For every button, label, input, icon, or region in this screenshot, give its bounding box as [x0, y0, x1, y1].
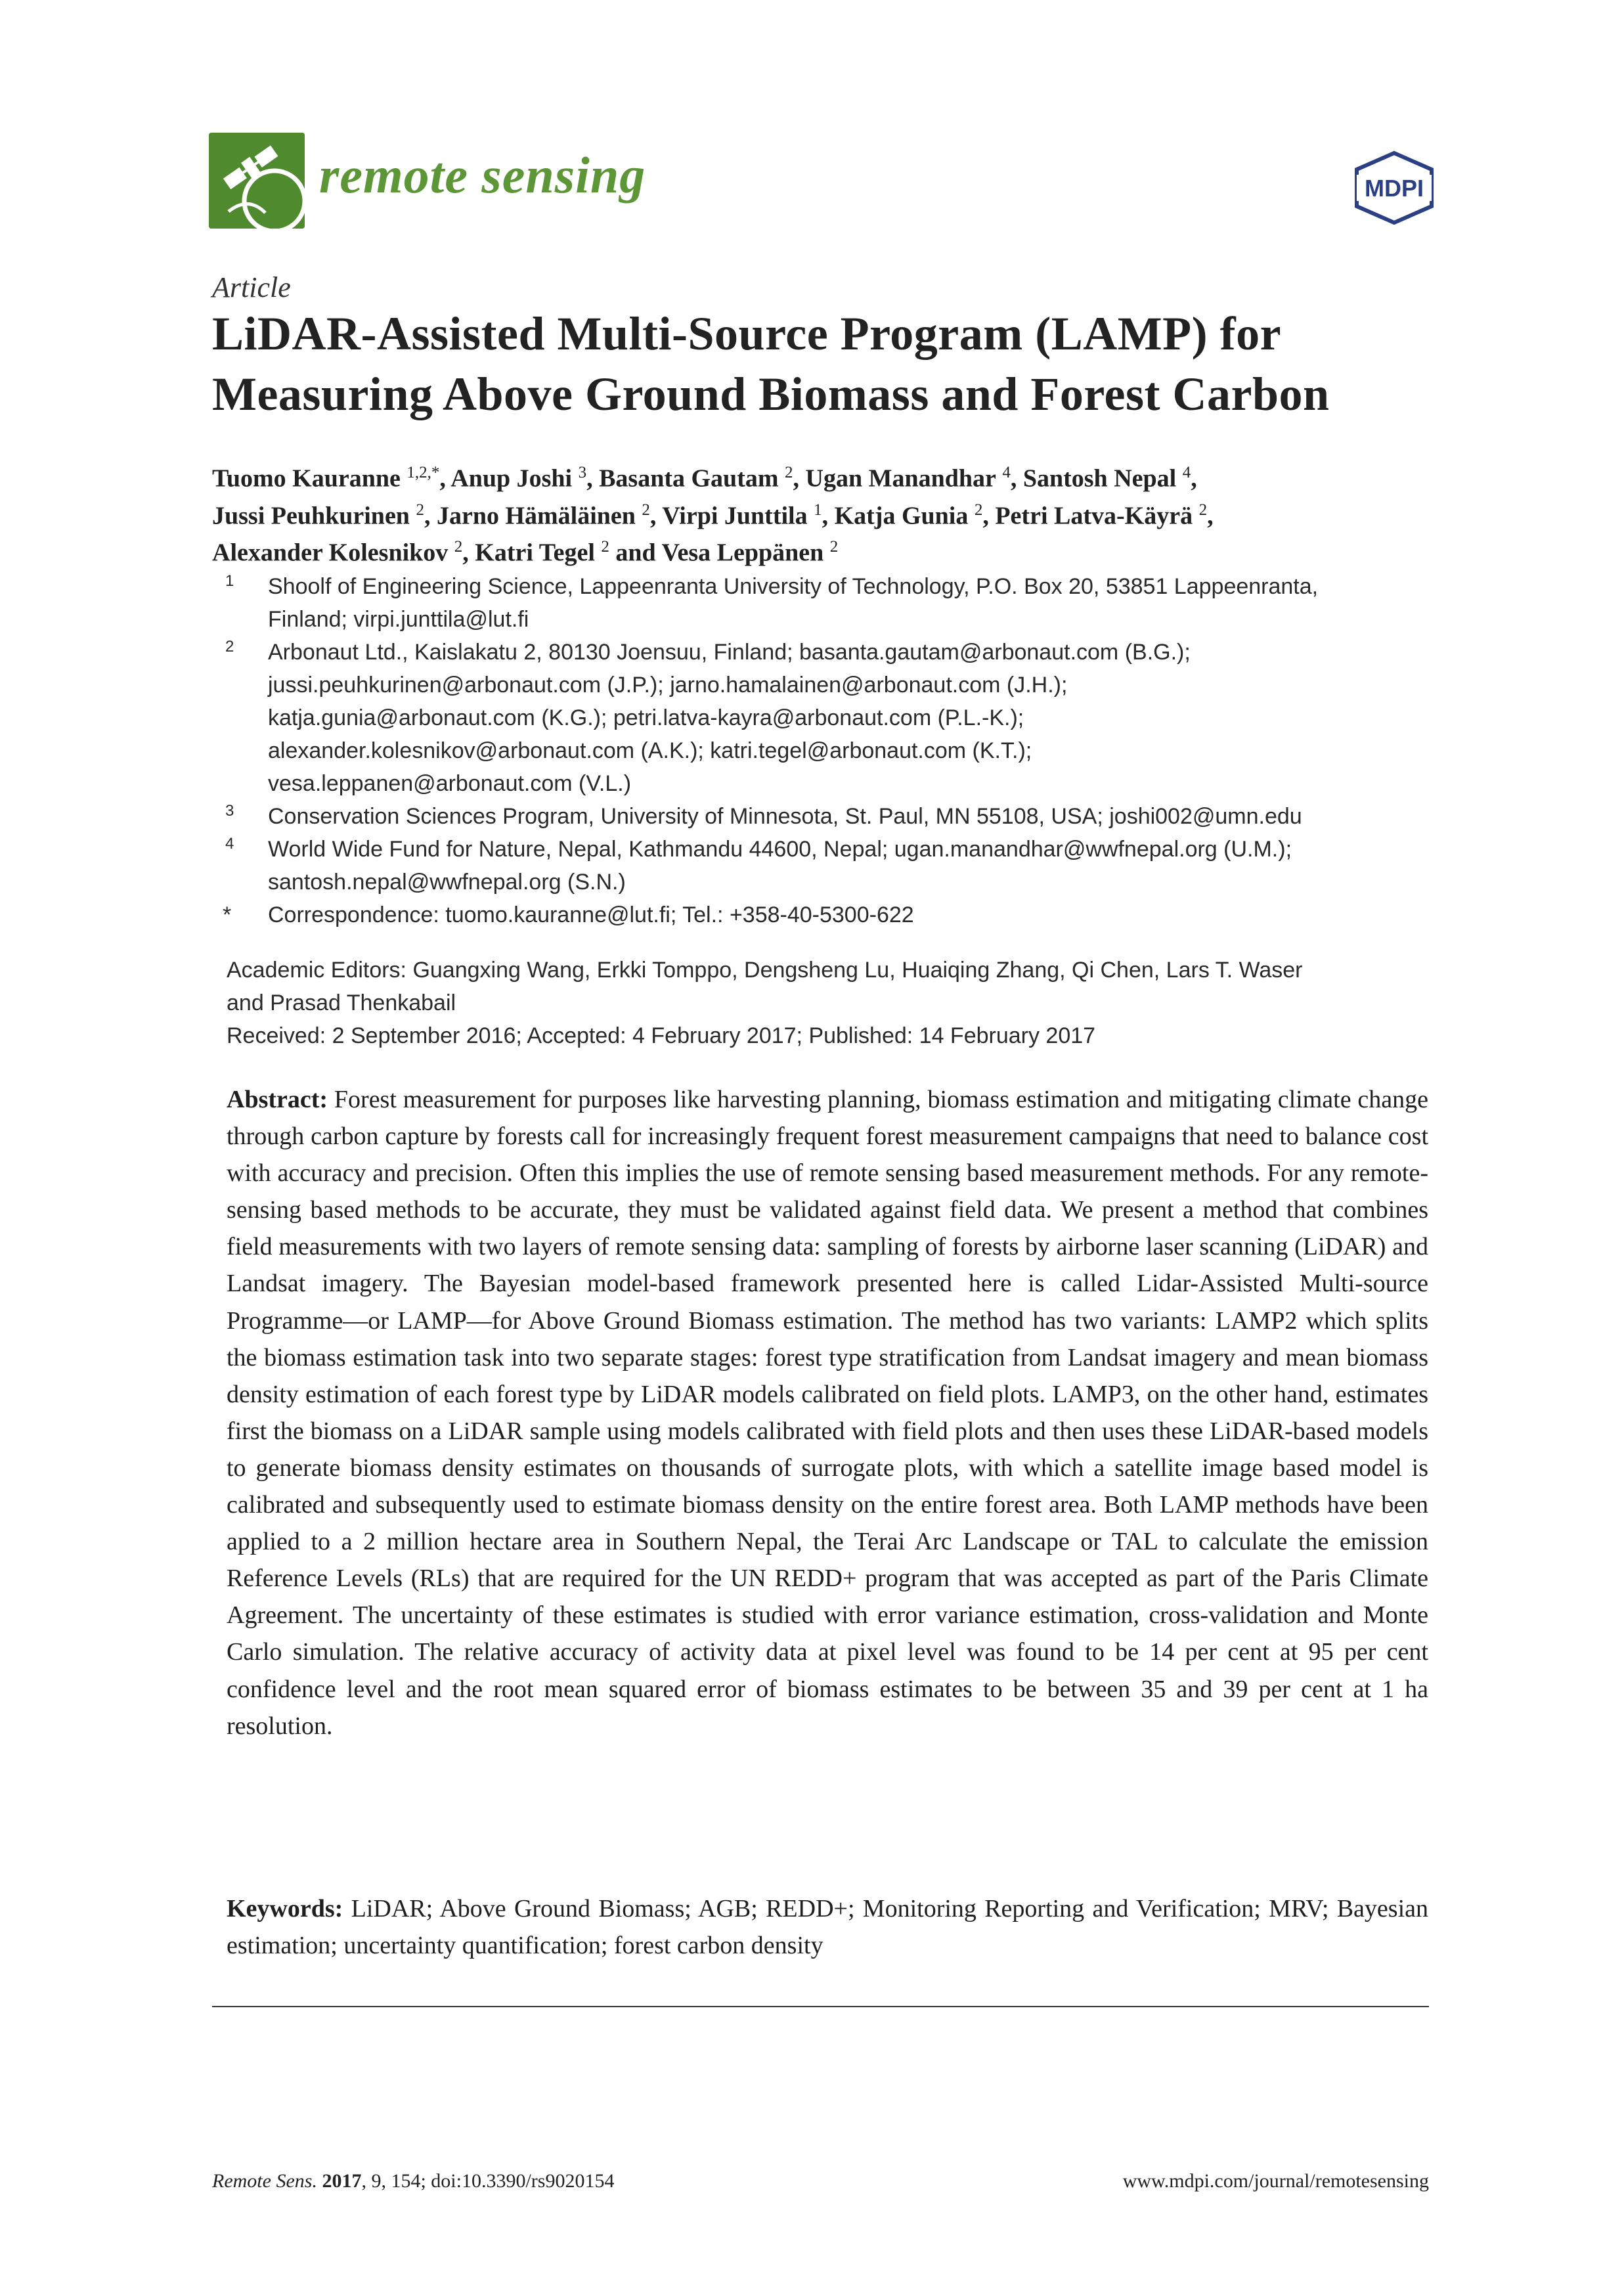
- keywords-label: Keywords:: [227, 1895, 343, 1922]
- title-line: Measuring Above Ground Biomass and Forest Carbon: [212, 368, 1330, 420]
- author: Jarno Hämäläinen: [436, 502, 636, 530]
- journal-logo: [209, 133, 305, 229]
- mdpi-logo-text: MDPI: [1365, 175, 1424, 202]
- author: Katja Gunia: [834, 502, 969, 530]
- affiliation-marker: 4: [1182, 464, 1191, 481]
- academic-editors: Academic Editors: Guangxing Wang, Erkki Tomppo, Dengsheng Lu, Huaiqing Zhang, Qi Chen, Lars T. Waser: [227, 958, 1303, 983]
- title-line: LiDAR-Assisted Multi-Source Program (LAMP) for: [212, 307, 1282, 360]
- year: 2017: [322, 2170, 362, 2192]
- author-line: Alexander Kolesnikov $^2$, Katri Tegel $^2$ and Vesa Leppänen $^2$: [212, 538, 839, 567]
- author: Ugan Manandhar: [805, 464, 996, 493]
- abstract-label: Abstract:: [227, 1086, 328, 1113]
- author-line: Tuomo Kauranne $^{1,2,*}$, Anup Joshi $^3$, Basanta Gautam $^2$, Ugan Manandhar $^4$, Santosh Nepal $^4$,: [212, 464, 1197, 493]
- author: Katri Tegel: [475, 539, 595, 567]
- editorial-info: [227, 954, 1428, 1052]
- author-connector: and: [615, 539, 656, 567]
- affiliation-marker: 2: [829, 538, 839, 556]
- author: Anup Joshi: [450, 464, 573, 493]
- affiliation-item: 3 Conservation Sciences Program, University of Minnesota, St. Paul, MN 55108, USA; joshi002@umn.edu: [212, 800, 1434, 833]
- affiliation-marker: 2: [974, 500, 983, 519]
- affiliations: [212, 570, 1434, 931]
- correspondence: * Correspondence: tuomo.kauranne@lut.fi; Tel.: +358-40-5300-622: [212, 899, 1434, 931]
- citation-rest: , 9, 154; doi:10.3390/rs9020154: [361, 2170, 615, 2192]
- affiliation-marker: 2: [454, 538, 463, 556]
- article-type: Article: [212, 271, 291, 303]
- author: Virpi Junttila: [662, 502, 808, 530]
- author: Petri Latva-Käyrä: [995, 502, 1193, 530]
- journal-name: remote sensing: [319, 146, 646, 204]
- author-list: [212, 457, 1447, 569]
- journal-url[interactable]: www.mdpi.com/journal/remotesensing: [1122, 2170, 1429, 2192]
- citation-footer: [212, 2170, 614, 2192]
- author: Santosh Nepal: [1022, 464, 1177, 493]
- divider: [212, 2006, 1429, 2007]
- affiliation-number: 2: [225, 638, 234, 656]
- affiliation-item: 4 World Wide Fund for Nature, Nepal, Kathmandu 44600, Nepal; ugan.manandhar@wwfnepal.org (U.M.); santosh.nepal@wwfnepal.org (S.N.): [212, 833, 1434, 899]
- keywords: [227, 1890, 1428, 1964]
- author: Tuomo Kauranne: [212, 464, 401, 493]
- correspondence-marker: *: [223, 902, 232, 927]
- affiliation-marker: 1,2,*: [406, 464, 440, 481]
- journal-abbr: Remote Sens.: [212, 2170, 317, 2192]
- affiliation-number: 1: [225, 572, 234, 590]
- affiliation-number: 4: [225, 835, 234, 853]
- affiliation-marker: 1: [814, 500, 822, 519]
- affiliation-item: 2 Arbonaut Ltd., Kaislakatu 2, 80130 Joensuu, Finland; basanta.gautam@arbonaut.com (B.G.); jussi.peuhkurinen@arbonaut.com (J.P.); jarno.hamalainen@arbonaut.com (J.H.); katja.gunia@arbonaut.com (K.G.); petri.latva-kayra@arbonaut.com (P.L.-K.); alexander.kolesnikov@arbonaut.com (A.K.); katri.tegel@arbonaut.com (K.T.); vesa.leppanen@arbonaut.com (V.L.): [212, 636, 1434, 800]
- affiliation-item: 1 Shoolf of Engineering Science, Lappeenranta University of Technology, P.O. Box 20, 53851 Lappeenranta, Finland; virpi.junttila@lut.fi: [212, 570, 1434, 636]
- satellite-icon: [209, 133, 305, 229]
- affiliation-marker: 2: [642, 500, 650, 519]
- affiliation-marker: 2: [416, 500, 424, 519]
- affiliation-marker: 3: [578, 464, 587, 481]
- author: Basanta Gautam: [599, 464, 779, 493]
- affiliation-marker: 2: [785, 464, 793, 481]
- affiliation-marker: 2: [1198, 500, 1208, 519]
- academic-editors-cont: and Prasad Thenkabail: [227, 990, 456, 1015]
- author: Vesa Leppänen: [661, 539, 824, 567]
- affiliation-number: 3: [225, 802, 234, 820]
- abstract-text: Forest measurement for purposes like harvesting planning, biomass estimation and mitigating climate change through carbon capture by forests call for increasingly frequent forest measurement campaigns that need to balance cost with accuracy and precision. Often this implies the use of remote sensing based measurement methods. For any remote-sensing based methods to be accurate, they must be validated against field data. We present a method that combines field measurements with two layers of remote sensing data: sampling of forests by airborne laser scanning (LiDAR) and Landsat imagery. The Bayesian model-based framework presented here is called Lidar-Assisted Multi-source Programme—or LAMP—for Above Ground Biomass estimation. The method has two variants: LAMP2 which splits the biomass estimation task into two separate stages: forest type stratification from Landsat imagery and mean biomass density estimation of each forest type by LiDAR models calibrated on field plots. LAMP3, on the other hand, estimates first the biomass on a LiDAR sample using models calibrated with field plots and then uses these LiDAR-based models to generate biomass density estimates on thousands of surrogate plots, with which a satellite image based model is calibrated and subsequently used to estimate biomass density on the entire forest area. Both LAMP methods have been applied to a 2 million hectare area in Southern Nepal, the Terai Arc Landscape or TAL to calculate the emission Reference Levels (RLs) that are required for the UN REDD+ program that was accepted as part of the Paris Climate Agreement. The uncertainty of these estimates is studied with error variance estimation, cross-validation and Monte Carlo simulation. The relative accuracy of activity data at pixel level was found to be 14 per cent at 95 per cent confidence level and the root mean squared error of biomass estimates to be between 35 and 39 per cent at 1 ha resolution.: [227, 1086, 1428, 1740]
- author: Alexander Kolesnikov: [212, 539, 449, 567]
- abstract: [227, 1081, 1428, 1745]
- author: Jussi Peuhkurinen: [212, 502, 410, 530]
- affiliation-marker: 2: [601, 538, 609, 556]
- publication-dates: Received: 2 September 2016; Accepted: 4 February 2017; Published: 14 February 2017: [227, 1023, 1096, 1048]
- keywords-text: LiDAR; Above Ground Biomass; AGB; REDD+; Monitoring Reporting and Verification; MRV; Bayesian estimation; uncertainty quantification; forest carbon density: [227, 1895, 1429, 1959]
- author-line: Jussi Peuhkurinen $^2$, Jarno Hämäläinen $^2$, Virpi Junttila $^1$, Katja Gunia $^2$, Petri Latva-Käyrä $^2$,: [212, 500, 1214, 530]
- affiliation-marker: 4: [1002, 464, 1011, 481]
- mdpi-logo: [1353, 151, 1436, 225]
- article-title: [212, 303, 1525, 424]
